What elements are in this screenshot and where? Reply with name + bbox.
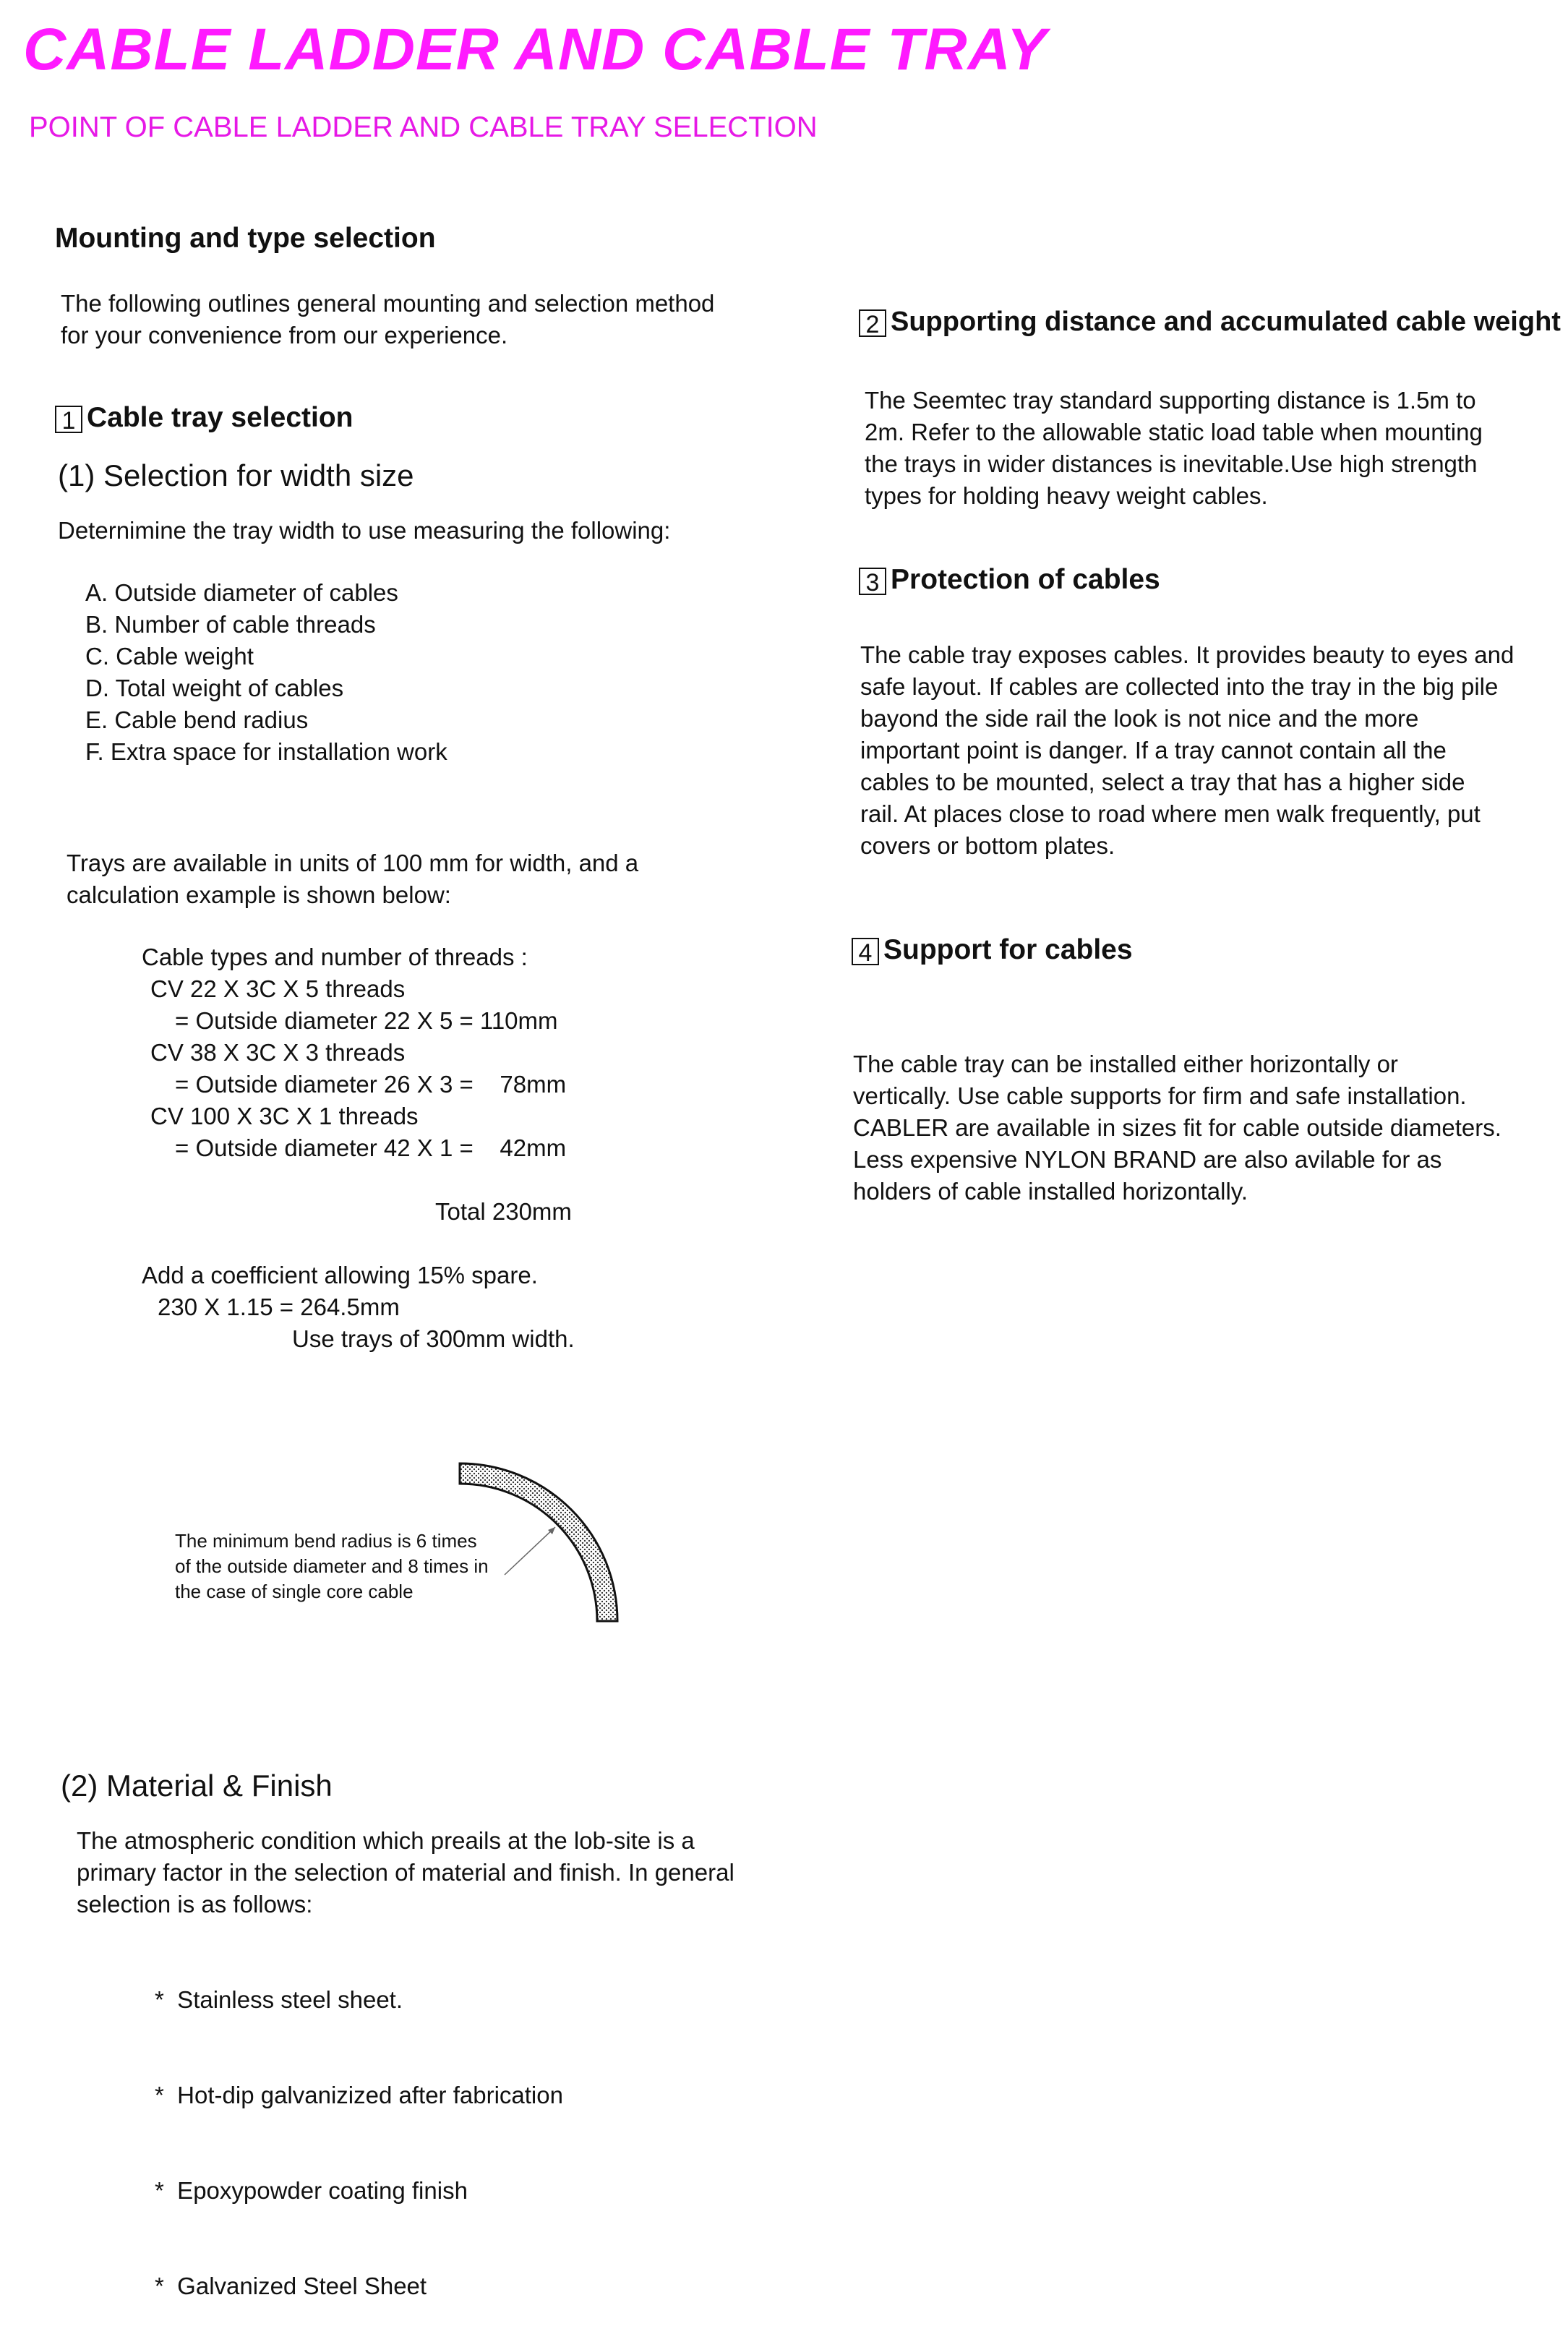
calc-row: CV 38 X 3C X 3 threads [150,1039,406,1066]
list-item: B. Number of cable threads [85,611,376,638]
section-3-paragraph [860,639,1514,862]
section-2-line: the trays in wider distances is inevitable.Use high strength [865,450,1478,477]
section-number-box: 1 [55,406,82,433]
section-3-line: covers or bottom plates. [860,832,1115,859]
intro-line: for your convenience from our experience. [61,322,508,349]
section-3-line: rail. At places close to road where men walk frequently, put [860,800,1481,827]
calc-row: = Outside diameter 22 X 5 = 110mm [175,1007,558,1034]
factor-list [85,577,447,768]
section-4-title: Support for cables [883,934,1133,965]
list-item: C. Cable weight [85,643,254,670]
calc-formula: 230 X 1.15 = 264.5mm [158,1294,400,1320]
section-3-title: Protection of cables [891,564,1160,595]
bend-note-line: the case of single core cable [175,1581,414,1602]
bend-note [175,1529,489,1604]
section-4-line: CABLER are available in sizes fit for cable outside diameters. [853,1114,1501,1141]
section-2-paragraph [865,385,1483,512]
section-3-line: important point is danger. If a tray cannot contain all the [860,737,1447,764]
list-item: * Galvanized Steel Sheet [155,2273,427,2299]
section-number-box: 2 [859,309,886,337]
list-item: A. Outside diameter of cables [85,579,398,606]
section-2-line: 2m. Refer to the allowable static load table when mounting [865,419,1483,445]
calc-row: = Outside diameter 42 X 1 = 42mm [175,1134,567,1161]
calc-row: CV 100 X 3C X 1 threads [150,1103,419,1129]
section-4-heading [852,934,1133,966]
material-heading: (2) Material & Finish [61,1769,333,1803]
units-paragraph [67,847,638,911]
list-item: * Hot-dip galvanizized after fabrication [155,2082,563,2108]
section-3-heading [859,564,1160,596]
material-paragraph [77,1825,734,1920]
section-2-title: Supporting distance and accumulated cable weight [891,307,1561,337]
section-number-box: 3 [859,568,886,595]
calc-row: = Outside diameter 26 X 3 = 78mm [175,1071,567,1098]
section-number-box: 4 [852,938,879,965]
page-subtitle: POINT OF CABLE LADDER AND CABLE TRAY SELECTION [29,111,818,143]
mounting-heading: Mounting and type selection [55,223,436,254]
list-item: * Epoxypowder coating finish [155,2177,468,2204]
intro-paragraph [61,288,714,351]
section-3-line: safe layout. If cables are collected into the tray in the big pile [860,673,1499,700]
section-1-title: Cable tray selection [87,402,354,433]
units-line: calculation example is shown below: [67,881,451,908]
material-list [155,1920,563,2334]
section-3-line: bayond the side rail the look is not nice and the more [860,705,1419,732]
bend-note-line: The minimum bend radius is 6 times [175,1530,477,1552]
calc-result: Use trays of 300mm width. [292,1325,575,1352]
list-item: E. Cable bend radius [85,706,309,733]
section-2-line: types for holding heavy weight cables. [865,482,1268,509]
width-size-heading: (1) Selection for width size [58,458,414,492]
section-4-line: Less expensive NYLON BRAND are also avilable for as [853,1146,1442,1173]
section-4-line: vertically. Use cable supports for firm and safe installation. [853,1082,1467,1109]
material-line: The atmospheric condition which preails at the lob-site is a [77,1827,695,1854]
material-line: selection is as follows: [77,1891,313,1918]
section-4-paragraph [853,1048,1501,1207]
section-3-line: The cable tray exposes cables. It provides beauty to eyes and [860,641,1515,668]
list-item: F. Extra space for installation work [85,738,447,765]
section-2-line: The Seemtec tray standard supporting distance is 1.5m to [865,387,1476,414]
units-line: Trays are available in units of 100 mm for width, and a [67,850,639,876]
calc-coefficient: Add a coefficient allowing 15% spare. [142,1262,538,1288]
determine-text: Deternimine the tray width to use measuring the following: [58,517,671,544]
pointer-arrow-line [505,1527,555,1575]
section-2-heading [859,307,1561,338]
page-title: CABLE LADDER AND CABLE TRAY [23,17,1048,82]
list-item: * Stainless steel sheet. [155,1986,403,2013]
section-4-line: The cable tray can be installed either horizontally or [853,1051,1398,1077]
list-item: D. Total weight of cables [85,675,344,701]
material-line: primary factor in the selection of material and finish. In general [77,1859,734,1886]
section-1-heading [55,402,353,434]
intro-line: The following outlines general mounting and selection method [61,290,715,317]
calc-heading: Cable types and number of threads : [142,944,528,970]
calc-total: Total 230mm [435,1198,572,1225]
calc-row: CV 22 X 3C X 5 threads [150,975,406,1002]
section-3-line: cables to be mounted, select a tray that has a higher side [860,769,1465,795]
bend-note-line: of the outside diameter and 8 times in [175,1555,489,1577]
section-4-line: holders of cable installed horizontally. [853,1178,1248,1205]
